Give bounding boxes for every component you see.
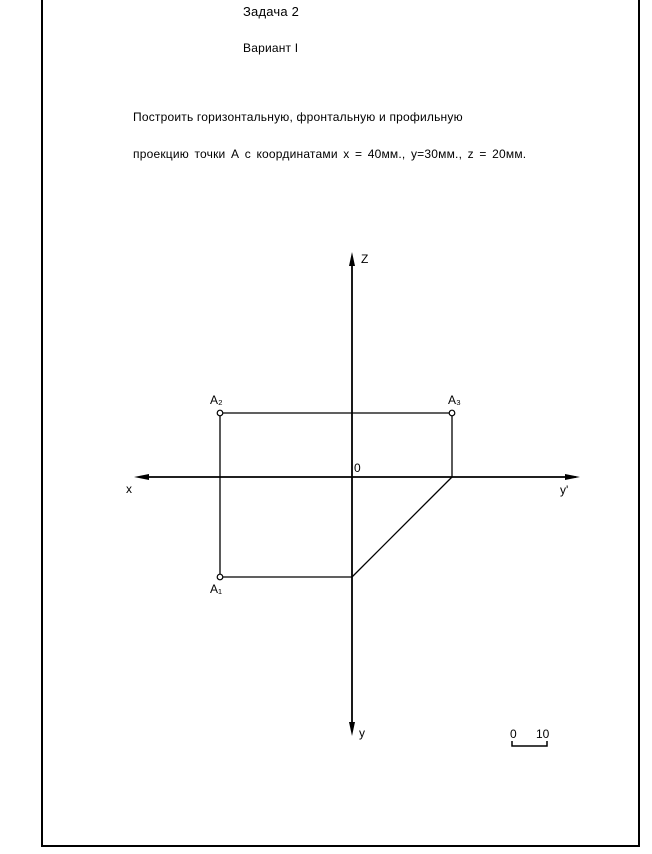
label-a3: A₃ (448, 393, 461, 407)
scale-bar (512, 741, 547, 746)
task-title: Задача 2 (243, 4, 300, 19)
problem-line-2: проекцию точки А с координатами x = 40мм., y=30мм., z = 20мм. (133, 147, 527, 161)
y-arrow-icon (349, 722, 355, 736)
diagonal-transfer-line (352, 477, 452, 577)
y-prime-arrow-icon (565, 474, 580, 480)
scale-label-end: 10 (536, 727, 550, 741)
problem-line-1: Построить горизонтальную, фронтальную и профильную (133, 110, 463, 124)
label-a1: A₁ (210, 582, 223, 596)
axis-label-z: Z (361, 252, 369, 266)
variant-title: Вариант I (243, 41, 299, 55)
z-arrow-icon (349, 252, 355, 266)
point-a3 (449, 410, 455, 416)
label-a2: A₂ (210, 393, 223, 407)
point-a1 (217, 574, 223, 580)
x-arrow-icon (134, 474, 149, 480)
axis-label-x: x (126, 482, 132, 496)
point-a2 (217, 410, 223, 416)
origin-label: 0 (354, 461, 361, 475)
axis-label-y-prime: y' (560, 483, 569, 497)
scale-label-start: 0 (510, 727, 517, 741)
axis-label-y: y (359, 726, 365, 740)
